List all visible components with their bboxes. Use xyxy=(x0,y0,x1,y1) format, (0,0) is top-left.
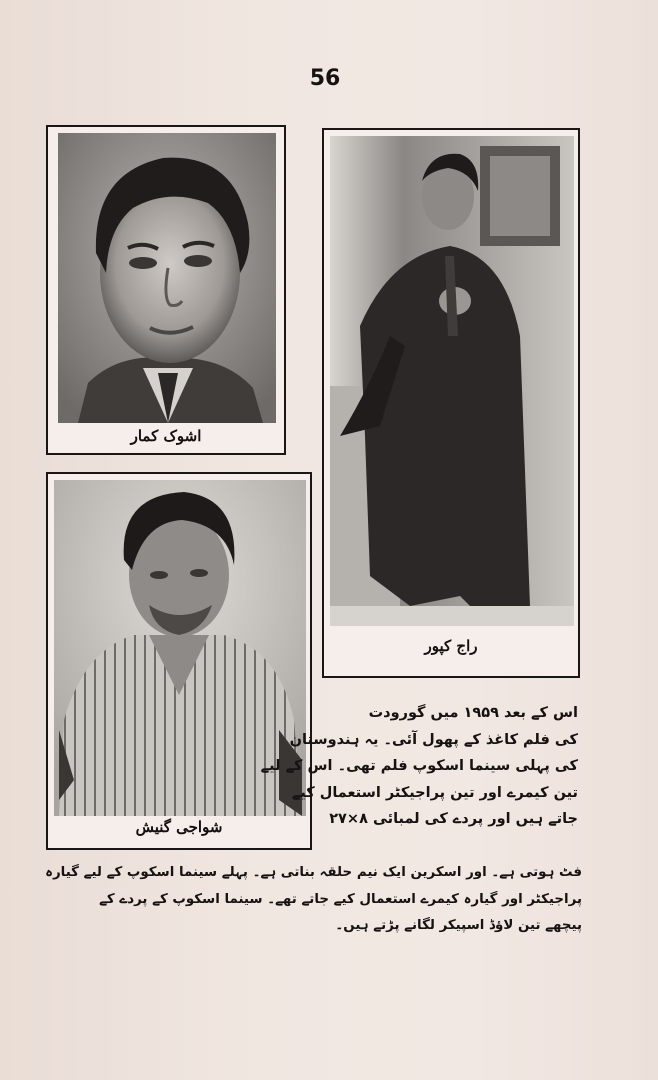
text-line: کی پہلی سینما اسکوپ فلم تھی۔ اس کے لیے xyxy=(260,758,578,774)
photo-frame-ashok-kumar xyxy=(46,125,286,455)
portrait-ashok-kumar-image xyxy=(58,133,276,423)
text-line: تین کیمرے اور تین پراجیکٹر استعمال کیے xyxy=(291,784,578,801)
photo-frame-raj-kapoor xyxy=(322,128,580,678)
article-text-lower xyxy=(45,860,582,940)
article-text-upper xyxy=(260,700,578,833)
portrait-raj-kapoor-image xyxy=(330,136,574,626)
photo-ashok-kumar xyxy=(58,133,276,423)
text-line: جاتے ہیں اور پردے کی لمبائی ۸×۲۷ xyxy=(329,811,578,827)
text-line: پراجیکٹر اور گیارہ کیمرے استعمال کیے جاتے تھے۔ سینما اسکوپ کے پردے کے xyxy=(99,891,582,907)
page-number: 56 xyxy=(309,66,341,91)
text-line: کی فلم کاغذ کے پھول آئی۔ یہ ہندوستان xyxy=(289,731,578,748)
text-line: اس کے بعد ۱۹۵۹ میں گورودت xyxy=(368,705,578,721)
photo-caption: شواجی گنیش xyxy=(135,818,223,836)
photo-caption: اشوک کمار xyxy=(130,427,202,445)
photo-caption: راج کپور xyxy=(424,637,478,655)
photo-frame-shivaji-ganesan xyxy=(46,472,312,850)
photo-raj-kapoor xyxy=(330,136,574,626)
text-line: پیچھے تین لاؤڈ اسپیکر لگانے پڑتے ہیں۔ xyxy=(335,918,582,933)
text-line: فٹ ہوتی ہے۔ اور اسکرین ایک نیم حلقہ بناتی ہے۔ پہلے سینما اسکوپ کے لیے گیارہ xyxy=(45,865,582,880)
